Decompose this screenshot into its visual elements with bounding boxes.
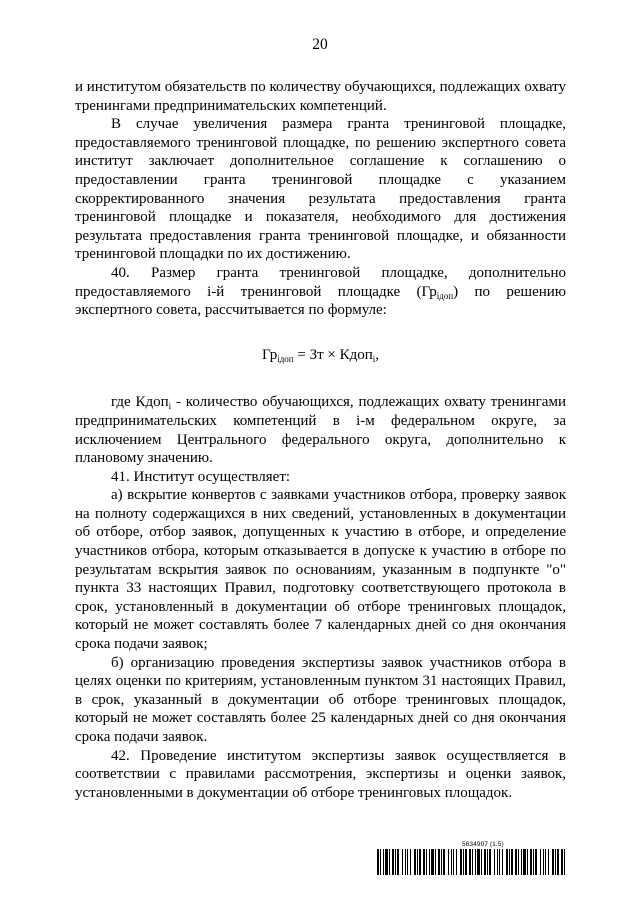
barcode: [377, 849, 566, 875]
paragraph-40: 40. Размер гранта тренинговой площадке, дополнительно предоставляемого i-й тренинговой площадке $(Гр_{iдоп})$ по решению экспертного совета, рассчитывается по формуле:: [75, 264, 566, 319]
document-body: [75, 78, 566, 802]
paragraph-41-b: б) организацию проведения экспертизы заявок участников отбора в целях оценки по критериям, установленным пунктом 31 настоящих Правил, в срок, указанный в документации об отборе тренинговых площадок, который не может составлять более 25 календарных дней со дня окончания срока подачи заявок.: [75, 654, 566, 745]
paragraph-41-a: а) вскрытие конвертов с заявками участников отбора, проверку заявок на полноту содержащихся в них сведений, установленных в документации об отборе, отбор заявок, допущенных к участию в отборе, и определение участников отбора, которым отказывается в допуске к участию в отборе по результатам вскрытия заявок по основаниям, указанным в подпункте "о" пункта 33 настоящих Правил, подготовку соответствующего протокола в срок, установленный в документации об отборе тренинговых площадок, который не может составлять более 7 календарных дней со дня окончания срока подачи заявок;: [75, 487, 566, 653]
formula: $Гр_{iдоп}$ = Зт × Кдоп$_i$,: [261, 346, 380, 364]
paragraph-42: 42. Проведение институтом экспертизы заявок осуществляется в соответствии с правилами рассмотрения, экспертизы и оценки заявок, установленными в документации об отборе тренинговых площадок.: [75, 747, 566, 801]
paragraph-41: 41. Институт осуществляет:: [111, 468, 291, 485]
barcode-label: 5634907 (1.5): [462, 841, 504, 848]
page-number: 20: [312, 36, 328, 53]
paragraph-grant-increase: В случае увеличения размера гранта тренинговой площадке, предоставляемого тренинговой площадке, по решению экспертного совета институт заключает дополнительное соглашение к соглашению о предоставлении гранта тренинговой площадке с указанием скорректированного значения результата предоставления гранта тренинговой площадке и показателя, необходимого для достижения результата предоставления гранта тренинговой площадке, и обязанности тренинговой площадки по их достижению.: [75, 116, 566, 263]
paragraph-where: где Кдоп$_i$ - количество обучающихся, подлежащих охвату тренингами предпринимательских компетенций в i-м федеральном округе, за исключением Центрального федерального округа, дополнительно к плановому значению.: [75, 394, 566, 467]
paragraph-intro: и институтом обязательств по количеству обучающихся, подлежащих охвату тренингами предпринимательских компетенций.: [75, 79, 566, 114]
